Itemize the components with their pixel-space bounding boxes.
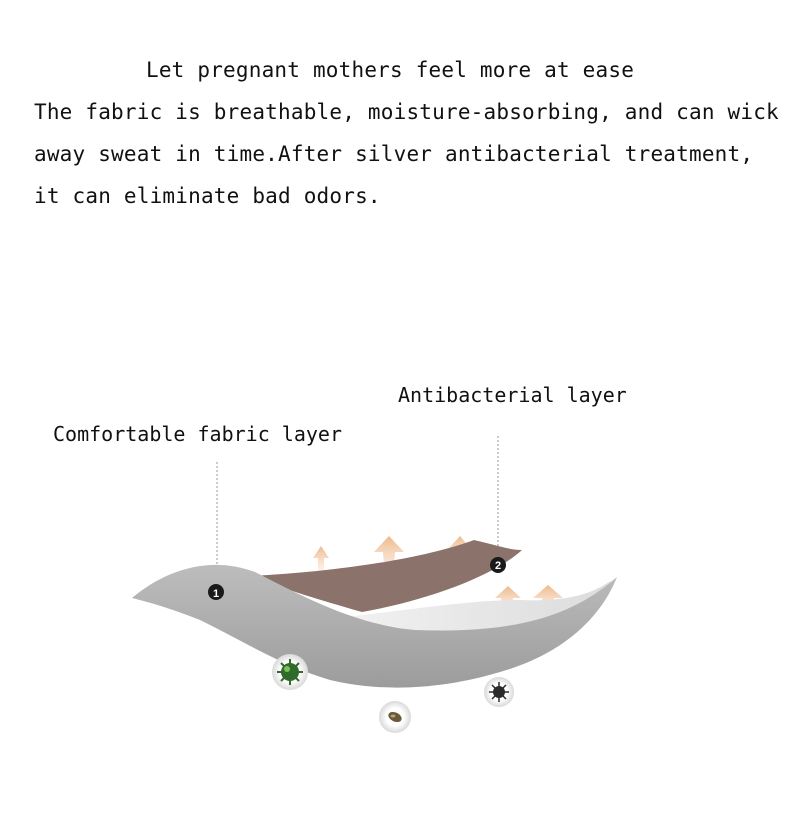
description-line-1: The fabric is breathable, moisture-absorbing, and can wick xyxy=(34,100,779,124)
heading: Let pregnant mothers feel more at ease xyxy=(146,58,635,82)
marker-2 xyxy=(490,557,506,573)
description-line-3: it can eliminate bad odors. xyxy=(34,184,381,208)
svg-text:2: 2 xyxy=(494,560,502,572)
svg-text:1: 1 xyxy=(212,588,220,600)
antibacterial-layer-label: Antibacterial layer xyxy=(398,383,627,407)
brown-germ-icon xyxy=(379,701,411,733)
comfortable-fabric-layer-label: Comfortable fabric layer xyxy=(53,422,342,446)
description-line-2: away sweat in time.After silver antibacterial treatment, xyxy=(34,142,754,166)
green-virus-icon xyxy=(272,654,308,690)
marker-1 xyxy=(208,584,224,600)
dark-bacteria-icon xyxy=(484,677,514,707)
